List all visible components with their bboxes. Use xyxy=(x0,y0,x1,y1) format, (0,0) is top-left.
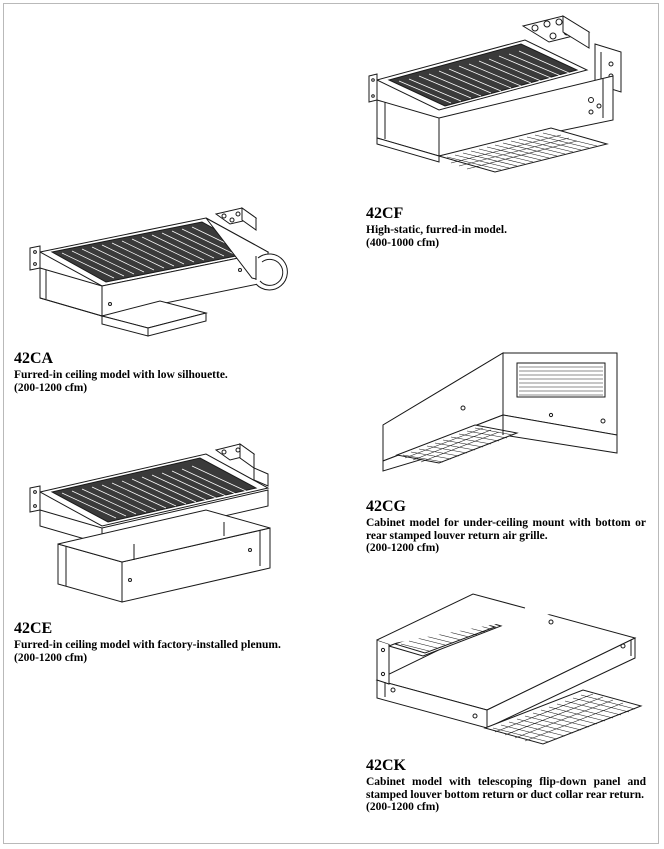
product-illustration-42ce xyxy=(10,440,310,620)
product-caption-42cg xyxy=(366,498,646,555)
product-caption-42cf xyxy=(366,205,646,249)
model-cfm-42ca: (200-1200 cfm) xyxy=(14,381,88,394)
product-illustration-42cf xyxy=(355,8,655,203)
model-description-42cg: Cabinet model for under-ceiling mount with bottom or rear stamped louver return air grille. xyxy=(366,517,646,542)
model-title-42cg: 42CG xyxy=(366,498,406,515)
model-cfm-42cg: (200-1200 cfm) xyxy=(366,542,440,555)
product-illustration-42ck xyxy=(355,580,655,760)
product-caption-42ce xyxy=(14,620,294,664)
model-title-42ca: 42CA xyxy=(14,350,54,367)
model-title-42ck: 42CK xyxy=(366,757,406,774)
model-cfm-42ck: (200-1200 cfm) xyxy=(366,801,440,814)
model-description-42ce: Furred-in ceiling model with factory-installed plenum. xyxy=(14,639,281,651)
product-illustration-42ca xyxy=(10,200,310,345)
model-description-42ca: Furred-in ceiling model with low silhouette. xyxy=(14,369,228,381)
product-caption-42ca xyxy=(14,350,304,394)
model-description-42ck: Cabinet model with telescoping flip-down panel and stamped louver bottom return or duct collar rear return. xyxy=(366,776,646,801)
product-illustration-42cg xyxy=(355,295,655,490)
product-caption-42ck xyxy=(366,757,646,814)
model-cfm-42cf: (400-1000 cfm) xyxy=(366,236,440,249)
model-description-42cf: High-static, furred-in model. xyxy=(366,224,507,236)
model-cfm-42ce: (200-1200 cfm) xyxy=(14,651,88,664)
model-title-42cf: 42CF xyxy=(366,205,404,222)
model-title-42ce: 42CE xyxy=(14,620,53,637)
